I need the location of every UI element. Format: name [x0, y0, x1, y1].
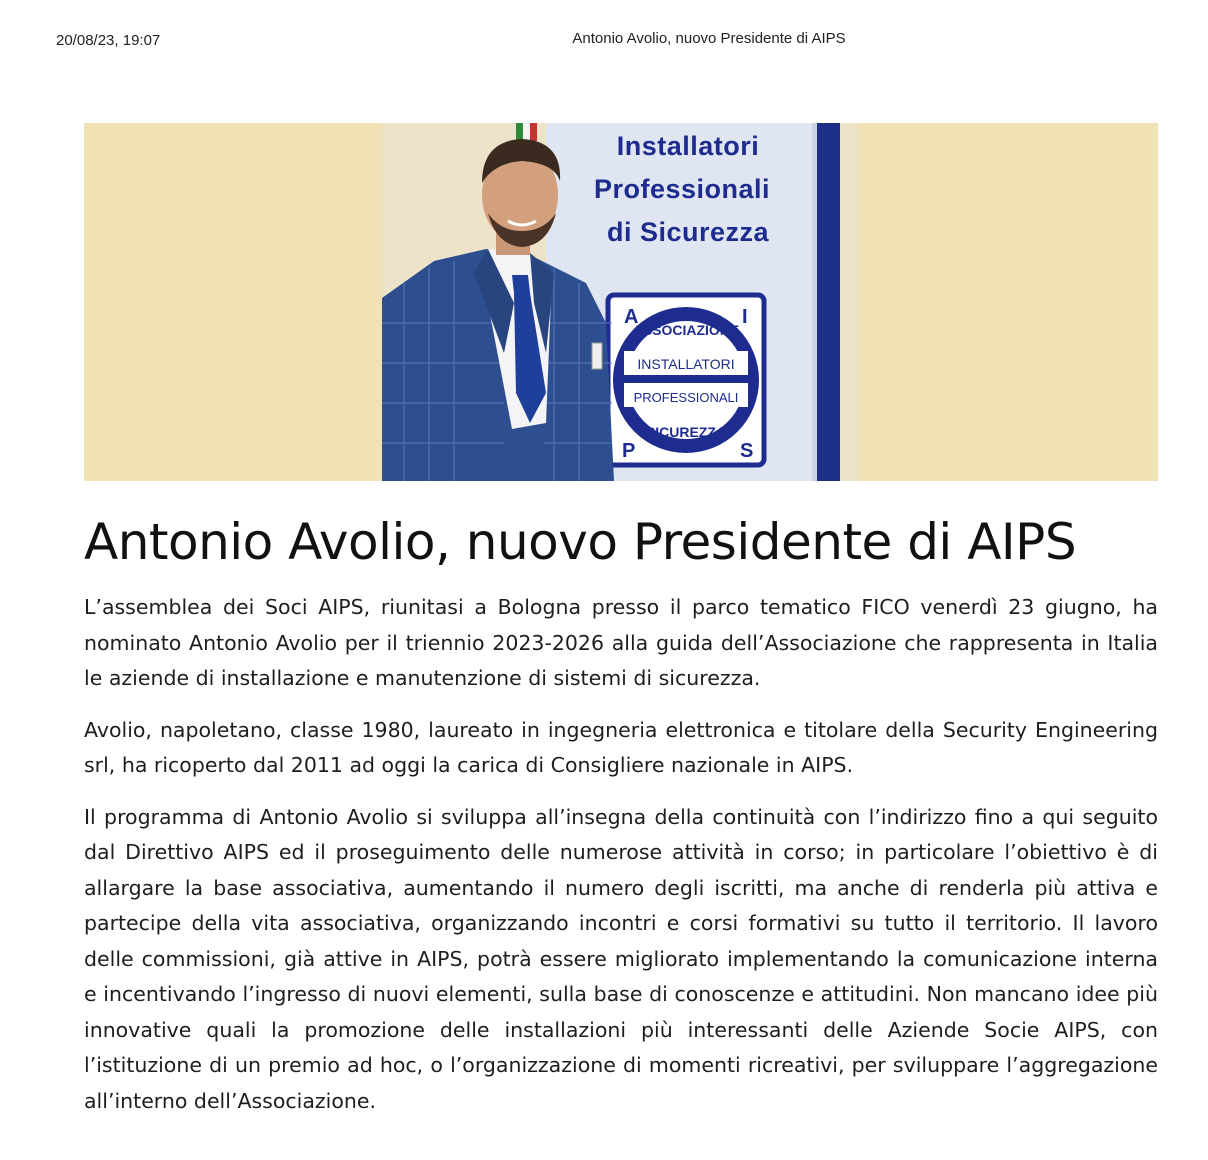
- article-paragraph: L’assemblea dei Soci AIPS, riunitasi a Bologna presso il parco tematico FICO venerdì 23 giugno, ha nominato Antonio Avolio per il triennio 2023-2026 alla guida dell’Associazione che rappresenta in Italia le aziende di installazione e manutenzione di sistemi di sicurezza.: [84, 595, 1158, 690]
- article-paragraph: Il programma di Antonio Avolio si sviluppa all’insegna della continuità con l’indirizzo fino a qui seguito dal Direttivo AIPS ed il proseguimento delle numerose attività in corso; in particolare l’obiettivo è di allargare la base associativa, aumentando il numero degli iscritti, ma anche di renderla più attiva e partecipe della vita associativa, organizzando incontri e corsi formativi su tutto il territorio. Il lavoro delle commissioni, già attive in AIPS, potrà essere migliorato implementando la comunicazione interna e incentivando l’ingresso di nuovi elementi, sulla base di conoscenze e attitudini. Non mancano idee più innovative quali la promozione delle installazioni più interessanti delle Aziende Socie AIPS, con l’istituzione di un premio ad hoc, o l’organizzazione di momenti ricreativi, per sviluppare l’aggregazione all’interno dell’Associazione.: [84, 804, 1158, 1113]
- print-datetime: 20/08/23, 19:07: [56, 32, 161, 49]
- logo-corner-i: I: [742, 306, 748, 328]
- article-paragraph: Avolio, napoletano, classe 1980, laureato in ingegneria elettronica e titolare della Security Engineering srl, ha ricoperto dal 2011 ad oggi la carica di Consigliere nazionale in AIPS.: [84, 717, 1158, 777]
- logo-associazione: ASSOCIAZIONE: [632, 322, 740, 338]
- article-body: [84, 590, 1158, 1135]
- logo-installatori: INSTALLATORI: [637, 356, 735, 372]
- logo-sicurezza: SICUREZZA: [645, 424, 727, 440]
- hero-image: [84, 123, 1158, 481]
- article-title: Antonio Avolio, nuovo Presidente di AIPS: [84, 513, 1077, 571]
- logo-professionali: PROFESSIONALI: [633, 390, 739, 405]
- banner-line-3: di Sicurezza: [606, 217, 770, 247]
- print-header: [0, 30, 1208, 52]
- banner-line-2: Professionali: [593, 174, 771, 204]
- logo-corner-p: P: [622, 440, 636, 462]
- aips-logo: [608, 295, 764, 465]
- banner-line-1: Installatori: [616, 131, 760, 161]
- logo-corner-a: A: [624, 306, 639, 328]
- print-page-title: Antonio Avolio, nuovo Presidente di AIPS: [572, 30, 846, 47]
- logo-corner-s: S: [740, 440, 754, 462]
